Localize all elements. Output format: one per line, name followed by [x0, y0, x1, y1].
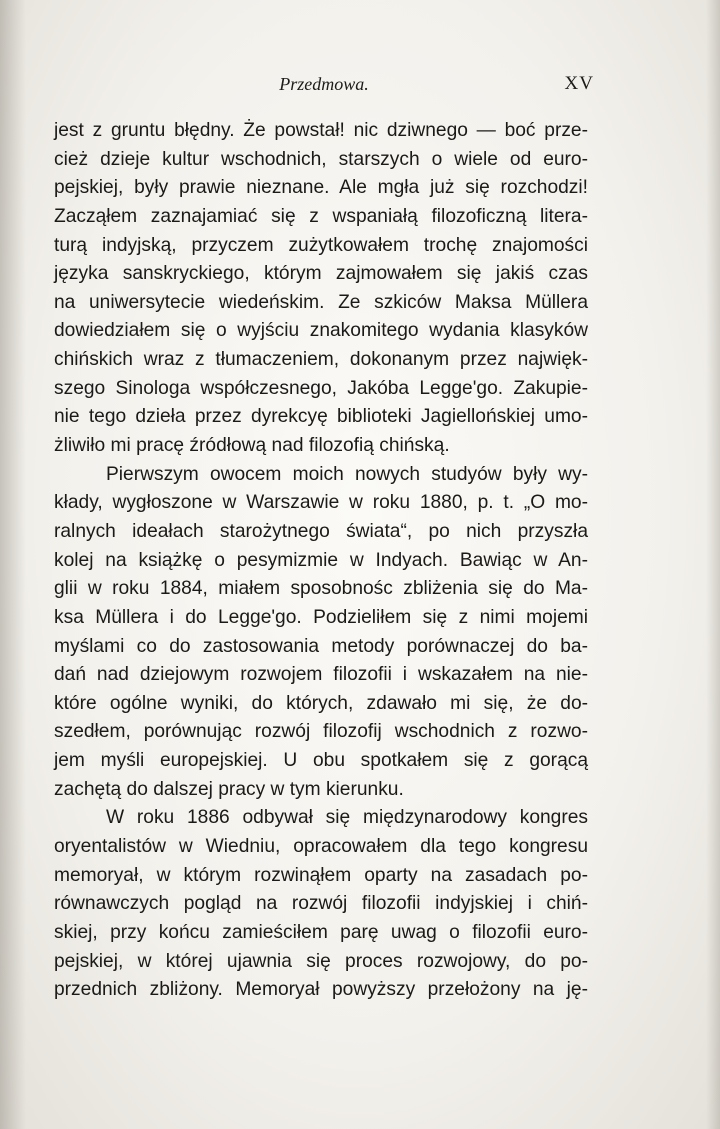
- text-line: glii w roku 1884, miałem sposobnośc zbliżenia się do Ma-: [54, 578, 588, 600]
- text-line: na uniwersytecie wiedeńskim. Ze szkiców Maksa Müllera: [54, 291, 588, 313]
- text-line: ralnych ideałach starożytnego świata“, po nich przyszła: [54, 520, 588, 542]
- text-line: oryentalistów w Wiedniu, opracowałem dla tego kongresu: [54, 836, 588, 858]
- text-line: W roku 1886 odbywał się międzynarodowy kongres: [106, 807, 588, 829]
- body-text: [54, 117, 588, 1005]
- text-line: ksa Müllera i do Legge'go. Podzieliłem się z nimi mojemi: [54, 606, 588, 628]
- text-line: kłady, wygłoszone w Warszawie w roku 1880, p. t. „O mo-: [54, 492, 588, 514]
- text-line: pejskiej, w której ujawnia się proces rozwojowy, do po-: [54, 950, 588, 972]
- text-line: turą indyjską, przyczem zużytkowałem trochę znajomości: [54, 234, 588, 256]
- text-line: dowiedziałem się o wyjściu znakomitego wydania klasyków: [54, 320, 588, 342]
- text-line: dań nad dziejowym rozwojem filozofii i wskazałem na nie-: [54, 664, 588, 686]
- text-line: jem myśli europejskiej. U obu spotkałem się z gorącą: [54, 750, 588, 772]
- paragraph: [54, 804, 588, 1004]
- text-line: przednich zbliżony. Memoryał powyższy przełożony na ję-: [54, 979, 588, 1001]
- text-line: szedłem, porównując rozwój filozofij wschodnich z rozwo-: [54, 721, 588, 743]
- text-line: równawczych pogląd na rozwój filozofii indyjskiej i chiń-: [54, 893, 588, 915]
- running-head: [54, 72, 594, 96]
- text-line: zachętą do dalszej pracy w tym kierunku.: [54, 778, 404, 800]
- text-line: jest z gruntu błędny. Że powstał! nic dziwnego — boć prze-: [54, 120, 588, 141]
- paragraph: [54, 117, 588, 461]
- text-line: nie tego dzieła przez dyrekcyę biblioteki Jagiellońskiej umo-: [54, 406, 588, 428]
- text-line: pejskiej, były prawie nieznane. Ale mgła już się rozchodzi!: [54, 177, 588, 199]
- text-line: szego Sinologa współczesnego, Jakóba Legge'go. Zakupie-: [54, 377, 588, 399]
- text-line: które ogólne wyniki, do których, zdawało mi się, że do-: [54, 692, 588, 714]
- text-line: memoryał, w którym rozwinąłem oparty na zasadach po-: [54, 864, 588, 886]
- text-line: Zacząłem zaznajamiać się z wspaniałą filozoficzną litera-: [54, 205, 588, 227]
- text-line: Pierwszym owocem moich nowych studyów były wy-: [106, 463, 588, 485]
- text-line: cież dzieje kultur wschodnich, starszych o wiele od euro-: [54, 148, 588, 170]
- text-line: skiej, przy końcu zamieściłem parę uwag o filozofii euro-: [54, 921, 588, 943]
- running-head-title: Przedmowa.: [279, 74, 369, 94]
- text-line: kolej na książkę o pesymizmie w Indyach. Bawiąc w An-: [54, 549, 588, 571]
- page-number: XV: [564, 73, 594, 94]
- text-line: chińskich wraz z tłumaczeniem, dokonanym przez najwięk-: [54, 349, 588, 371]
- text-line: myślami co do zastosowania metody porównaczej do ba-: [54, 635, 588, 657]
- paragraph: [54, 461, 588, 805]
- text-line: żliwiło mi pracę źródłową nad filozofią chińską.: [54, 435, 450, 457]
- text-line: języka sanskryckiego, którym zajmowałem się jakiś czas: [54, 263, 588, 285]
